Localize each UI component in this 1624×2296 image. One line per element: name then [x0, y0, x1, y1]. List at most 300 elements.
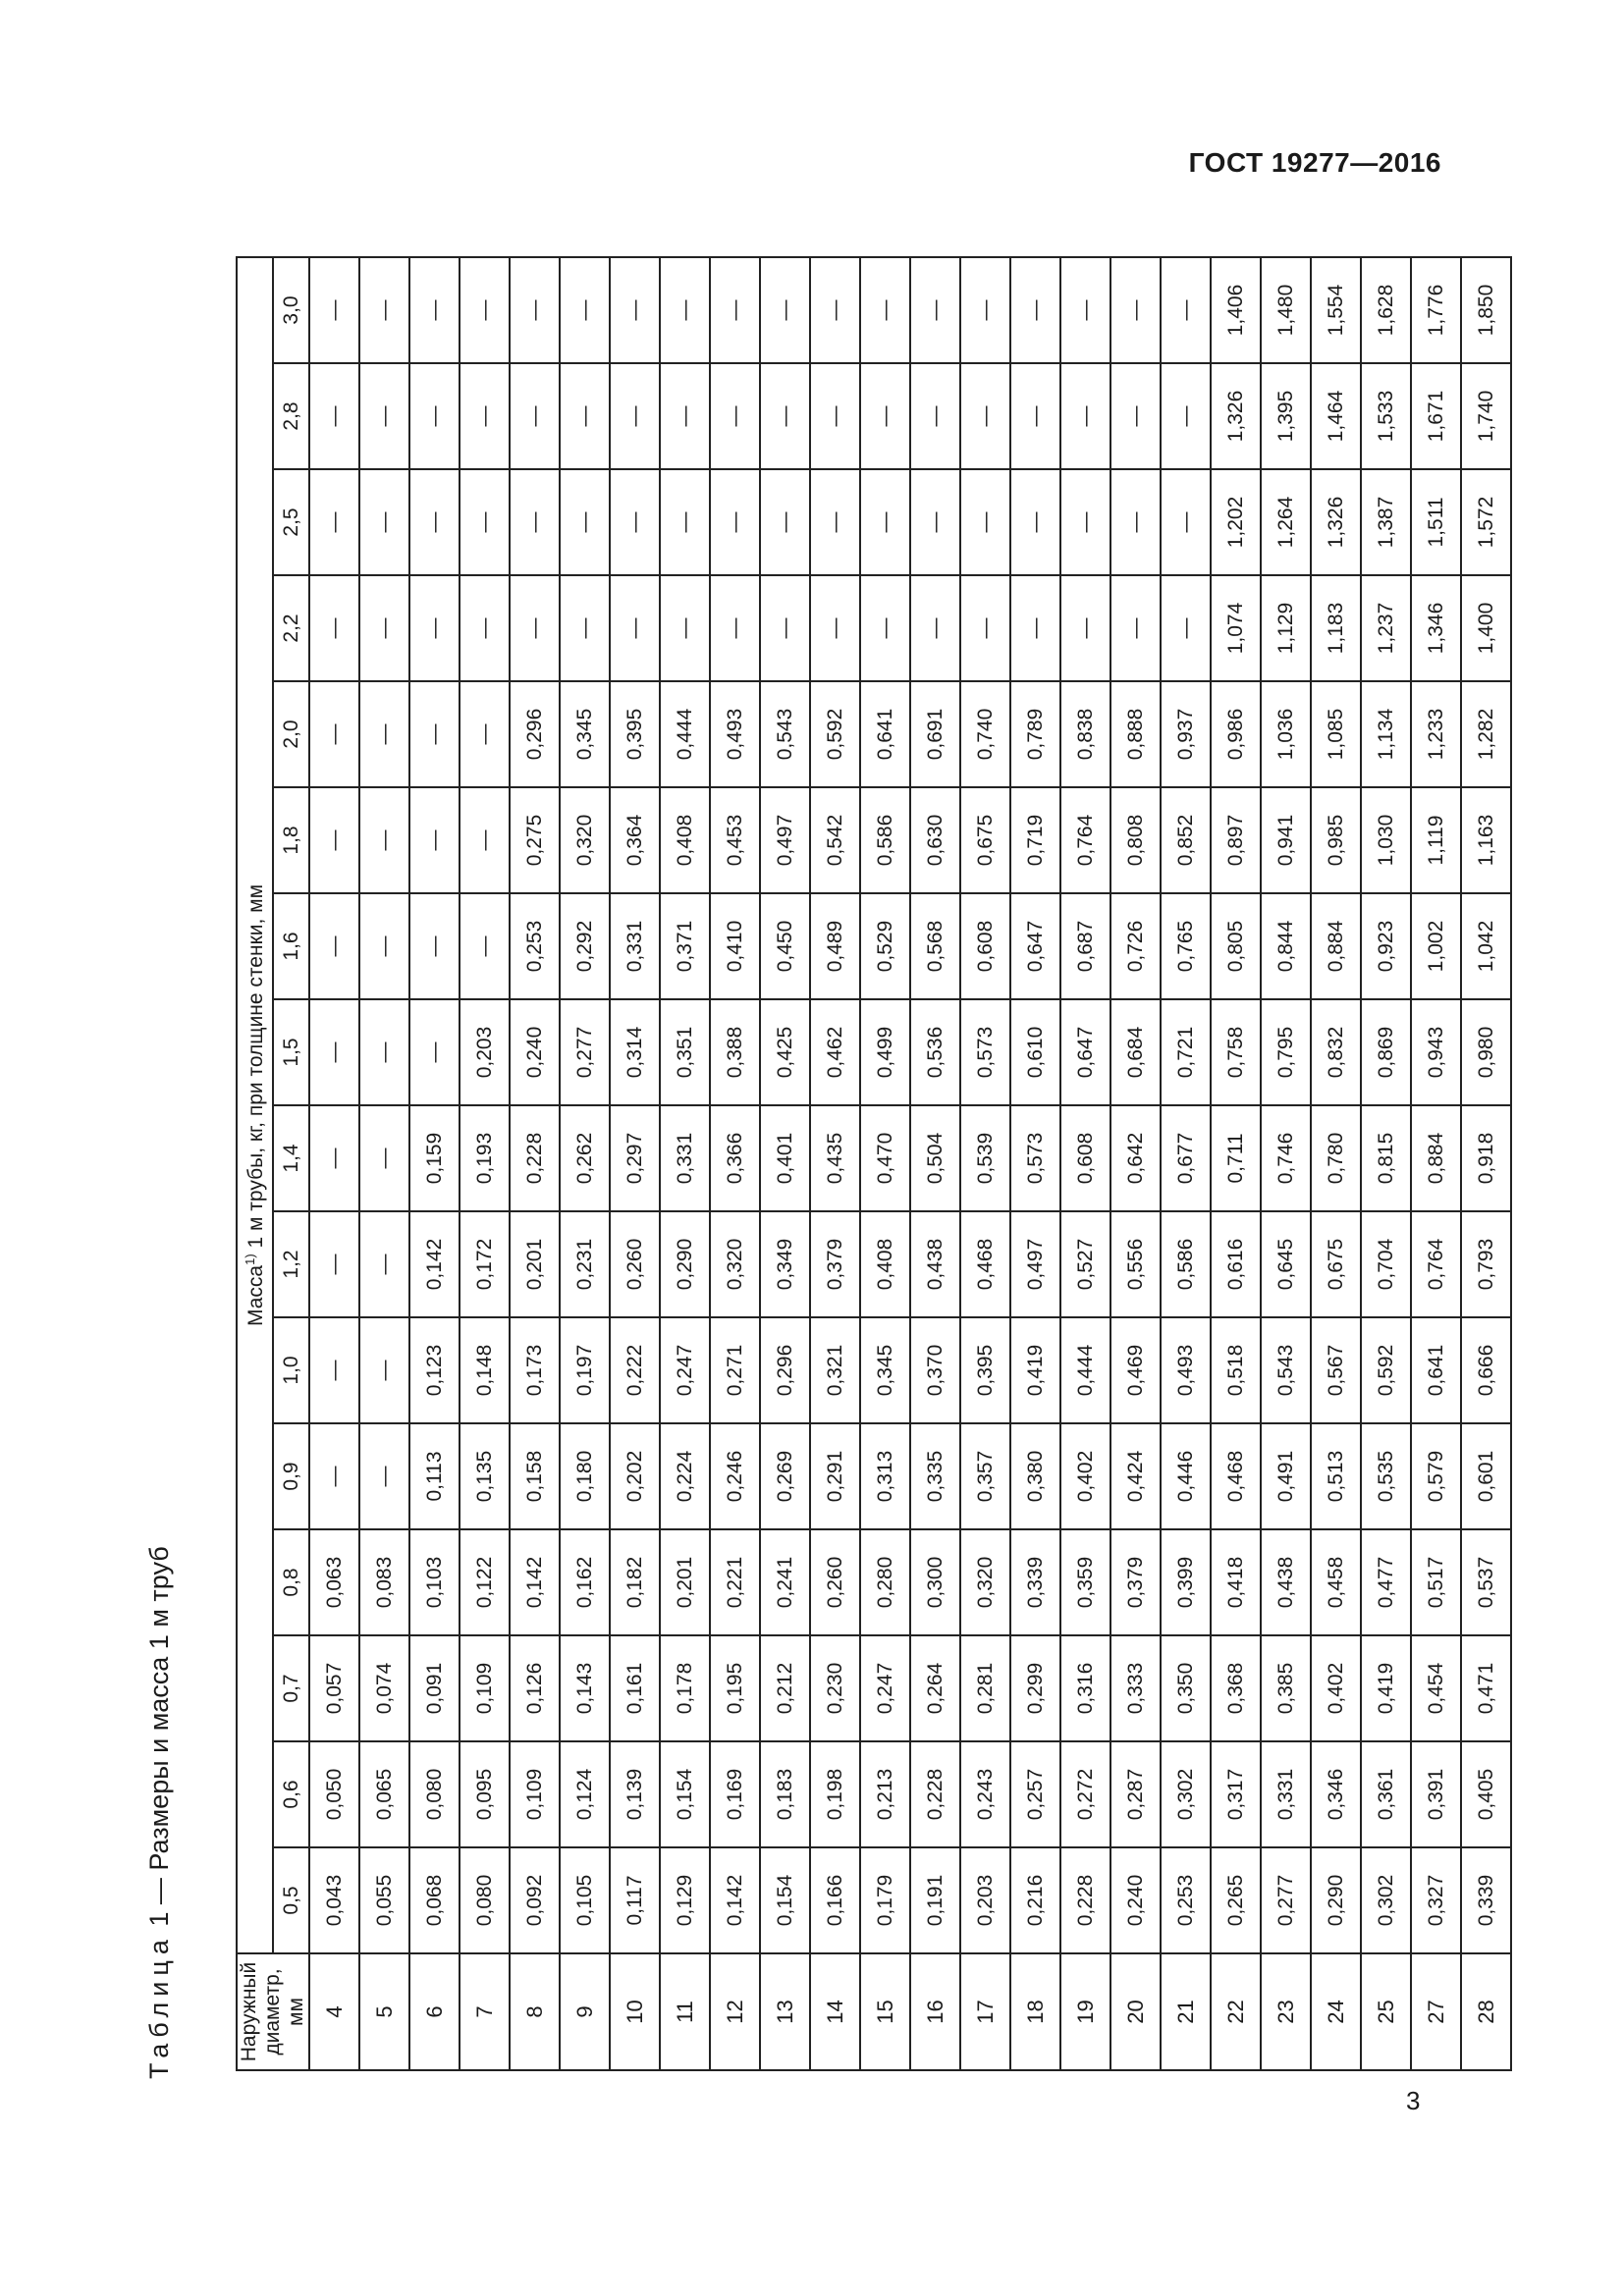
diameter-column-header: Наружный диаметр, мм	[237, 1953, 309, 2070]
mass-cell: 0,869	[1361, 999, 1411, 1105]
mass-cell: 0,446	[1161, 1423, 1211, 1529]
mass-cell: 0,444	[660, 681, 710, 787]
mass-cell: 0,228	[910, 1741, 960, 1847]
mass-cell: —	[1161, 257, 1211, 363]
mass-cell: —	[1010, 363, 1060, 469]
mass-cell: 1,002	[1411, 893, 1461, 999]
mass-cell: 0,068	[409, 1847, 460, 1953]
mass-cell: 0,320	[710, 1211, 760, 1317]
mass-cell: 0,795	[1261, 999, 1311, 1105]
mass-cell: 1,671	[1411, 363, 1461, 469]
mass-cell: —	[610, 363, 660, 469]
mass-cell: —	[359, 1105, 409, 1211]
mass-cell: —	[359, 999, 409, 1105]
mass-cell: 0,092	[510, 1847, 560, 1953]
mass-cell: —	[910, 257, 960, 363]
mass-cell: 0,272	[1060, 1741, 1110, 1847]
mass-cell: 0,240	[510, 999, 560, 1105]
mass-cell: —	[810, 575, 860, 681]
table-row	[1261, 257, 1311, 2070]
mass-cell: —	[309, 1211, 359, 1317]
mass-cell: 0,183	[760, 1741, 810, 1847]
mass-cell: 0,852	[1161, 787, 1211, 893]
wall-thickness-header: 0,8	[273, 1529, 309, 1635]
mass-cell: 0,247	[660, 1317, 710, 1423]
mass-cell: —	[309, 1423, 359, 1529]
rotated-table-block	[110, 189, 1498, 2079]
footnote-marker: 1)	[242, 1254, 257, 1265]
mass-cell: 1,085	[1311, 681, 1361, 787]
mass-cell: 0,468	[1211, 1423, 1261, 1529]
mass-cell: 0,719	[1010, 787, 1060, 893]
mass-cell: —	[309, 999, 359, 1105]
mass-cell: 0,113	[409, 1423, 460, 1529]
mass-cell: 0,331	[610, 893, 660, 999]
mass-cell: 0,402	[1311, 1635, 1361, 1741]
mass-cell: —	[309, 787, 359, 893]
wall-thickness-header: 1,2	[273, 1211, 309, 1317]
mass-cell: 0,290	[660, 1211, 710, 1317]
mass-cell: 0,202	[610, 1423, 660, 1529]
mass-cell: 1,511	[1411, 469, 1461, 575]
mass-cell: 0,105	[560, 1847, 610, 1953]
mass-cell: —	[760, 257, 810, 363]
mass-cell: —	[560, 469, 610, 575]
mass-cell: 0,148	[460, 1317, 510, 1423]
mass-cell: —	[1110, 257, 1161, 363]
mass-cell: 0,567	[1311, 1317, 1361, 1423]
table-caption	[110, 1546, 208, 2079]
mass-cell: 0,159	[409, 1105, 460, 1211]
mass-cell: 0,419	[1361, 1635, 1411, 1741]
mass-cell: 0,489	[810, 893, 860, 999]
mass-cell: 0,543	[1261, 1317, 1311, 1423]
mass-cell: 0,262	[560, 1105, 610, 1211]
mass-cell: 0,458	[1311, 1529, 1361, 1635]
diameter-cell: 25	[1361, 1953, 1411, 2070]
mass-cell: —	[660, 575, 710, 681]
mass-cell: —	[359, 1423, 409, 1529]
mass-cell: 0,253	[510, 893, 560, 999]
mass-cell: 0,169	[710, 1741, 760, 1847]
mass-cell: 0,228	[1060, 1847, 1110, 1953]
mass-header-suffix: 1 м трубы, кг, при толщине стенки, мм	[244, 883, 267, 1249]
mass-cell: 0,231	[560, 1211, 610, 1317]
mass-cell: 0,764	[1411, 1211, 1461, 1317]
mass-cell: —	[510, 469, 560, 575]
mass-cell: —	[359, 1317, 409, 1423]
mass-cell: 0,391	[1411, 1741, 1461, 1847]
mass-cell: —	[359, 787, 409, 893]
table-caption-label: Таблица	[144, 1934, 174, 2079]
mass-cell: 0,359	[1060, 1529, 1110, 1635]
mass-cell: 0,135	[460, 1423, 510, 1529]
mass-cell: 1,129	[1261, 575, 1311, 681]
mass-cell: 0,368	[1211, 1635, 1261, 1741]
mass-cell: 0,937	[1161, 681, 1211, 787]
mass-cell: —	[510, 363, 560, 469]
diameter-cell: 5	[359, 1953, 409, 2070]
mass-cell: 0,297	[610, 1105, 660, 1211]
mass-cell: —	[460, 575, 510, 681]
mass-cell: 0,675	[960, 787, 1010, 893]
mass-cell: 0,197	[560, 1317, 610, 1423]
mass-cell: —	[660, 363, 710, 469]
mass-cell: —	[560, 363, 610, 469]
wall-thickness-header: 2,8	[273, 363, 309, 469]
mass-cell: 0,243	[960, 1741, 1010, 1847]
mass-cell: 0,647	[1010, 893, 1060, 999]
mass-cell: 0,203	[460, 999, 510, 1105]
diameter-cell: 10	[610, 1953, 660, 2070]
mass-cell: 0,504	[910, 1105, 960, 1211]
mass-cell: 0,351	[660, 999, 710, 1105]
mass-cell: 0,264	[910, 1635, 960, 1741]
mass-cell: —	[460, 893, 510, 999]
mass-cell: 0,302	[1161, 1741, 1211, 1847]
wall-thickness-header: 2,5	[273, 469, 309, 575]
mass-cell: —	[359, 469, 409, 575]
mass-cell: 0,677	[1161, 1105, 1211, 1211]
mass-cell: 0,275	[510, 787, 560, 893]
mass-cell: 0,408	[660, 787, 710, 893]
diameter-cell: 23	[1261, 1953, 1311, 2070]
diameter-cell: 18	[1010, 1953, 1060, 2070]
wall-thickness-header-row	[273, 257, 309, 2070]
mass-cell: 0,331	[660, 1105, 710, 1211]
table-row	[710, 257, 760, 2070]
mass-cell: 0,721	[1161, 999, 1211, 1105]
mass-cell: —	[359, 681, 409, 787]
mass-cell: 0,610	[1010, 999, 1060, 1105]
mass-cell: —	[960, 363, 1010, 469]
table-caption-title: 1 — Размеры и масса 1 м труб	[144, 1546, 174, 1927]
mass-cell: —	[309, 681, 359, 787]
mass-cell: 0,313	[860, 1423, 910, 1529]
mass-cell: —	[610, 469, 660, 575]
mass-cell: 0,687	[1060, 893, 1110, 999]
mass-cell: 0,257	[1010, 1741, 1060, 1847]
mass-cell: 0,366	[710, 1105, 760, 1211]
wall-thickness-header: 1,4	[273, 1105, 309, 1211]
mass-cell: —	[1010, 469, 1060, 575]
mass-cell: 0,317	[1211, 1741, 1261, 1847]
mass-cell: 0,083	[359, 1529, 409, 1635]
mass-cell: 0,379	[810, 1211, 860, 1317]
mass-cell: 0,608	[1060, 1105, 1110, 1211]
mass-cell: 0,246	[710, 1423, 760, 1529]
table-row	[1060, 257, 1110, 2070]
mass-cell: 0,154	[660, 1741, 710, 1847]
mass-cell: 0,832	[1311, 999, 1361, 1105]
mass-cell: —	[409, 257, 460, 363]
mass-cell: 0,142	[409, 1211, 460, 1317]
mass-cell: 0,380	[1010, 1423, 1060, 1529]
mass-cell: —	[1110, 575, 1161, 681]
mass-cell: —	[1060, 257, 1110, 363]
mass-cell: 1,326	[1311, 469, 1361, 575]
mass-cell: 0,985	[1311, 787, 1361, 893]
mass-cell: 0,109	[510, 1741, 560, 1847]
mass-cell: 0,265	[1211, 1847, 1261, 1953]
mass-cell: 0,402	[1060, 1423, 1110, 1529]
mass-cell: 0,418	[1211, 1529, 1261, 1635]
mass-cell: 1,400	[1461, 575, 1511, 681]
mass-cell: —	[1010, 575, 1060, 681]
mass-cell: 0,333	[1110, 1635, 1161, 1741]
mass-cell: 0,095	[460, 1741, 510, 1847]
mass-cell: —	[309, 575, 359, 681]
mass-cell: 0,335	[910, 1423, 960, 1529]
mass-cell: 0,888	[1110, 681, 1161, 787]
mass-cell: —	[359, 1211, 409, 1317]
mass-cell: 0,349	[760, 1211, 810, 1317]
mass-cell: 0,158	[510, 1423, 560, 1529]
mass-cell: 0,666	[1461, 1317, 1511, 1423]
diameter-cell: 28	[1461, 1953, 1511, 2070]
mass-cell: 0,630	[910, 787, 960, 893]
mass-cell: 1,030	[1361, 787, 1411, 893]
mass-cell: 0,691	[910, 681, 960, 787]
mass-cell: 0,675	[1311, 1211, 1361, 1317]
mass-cell: 0,815	[1361, 1105, 1411, 1211]
table-row	[960, 257, 1010, 2070]
diameter-cell: 13	[760, 1953, 810, 2070]
mass-cell: 1,282	[1461, 681, 1511, 787]
mass-cell: 0,641	[860, 681, 910, 787]
mass-cell: 0,182	[610, 1529, 660, 1635]
mass-cell: 0,491	[1261, 1423, 1311, 1529]
mass-cell: 0,497	[1010, 1211, 1060, 1317]
mass-cell: 0,711	[1211, 1105, 1261, 1211]
mass-cell: —	[409, 469, 460, 575]
diameter-cell: 8	[510, 1953, 560, 2070]
mass-cell: —	[409, 681, 460, 787]
mass-cell: —	[309, 469, 359, 575]
mass-cell: 0,471	[1461, 1635, 1511, 1741]
mass-cell: 0,296	[760, 1317, 810, 1423]
mass-cell: —	[710, 469, 760, 575]
mass-cell: 0,292	[560, 893, 610, 999]
mass-cell: 0,573	[1010, 1105, 1060, 1211]
table-row	[860, 257, 910, 2070]
mass-cell: 0,453	[710, 787, 760, 893]
diameter-cell: 22	[1211, 1953, 1261, 2070]
mass-cell: 0,161	[610, 1635, 660, 1741]
mass-cell: —	[309, 893, 359, 999]
mass-cell: 0,241	[760, 1529, 810, 1635]
mass-cell: 1,480	[1261, 257, 1311, 363]
mass-cell: 0,789	[1010, 681, 1060, 787]
mass-cell: 1,554	[1311, 257, 1361, 363]
mass-cell: —	[1161, 469, 1211, 575]
mass-cell: 0,122	[460, 1529, 510, 1635]
mass-cell: 1,850	[1461, 257, 1511, 363]
diameter-cell: 9	[560, 1953, 610, 2070]
mass-cell: —	[409, 363, 460, 469]
mass-cell: 0,838	[1060, 681, 1110, 787]
table-row	[409, 257, 460, 2070]
mass-cell: 0,923	[1361, 893, 1411, 999]
mass-cell: —	[460, 469, 510, 575]
diameter-cell: 4	[309, 1953, 359, 2070]
mass-cell: 1,406	[1211, 257, 1261, 363]
mass-cell: 0,537	[1461, 1529, 1511, 1635]
mass-cell: 1,119	[1411, 787, 1461, 893]
diameter-cell: 24	[1311, 1953, 1361, 2070]
mass-cell: 0,277	[1261, 1847, 1311, 1953]
mass-cell: 0,154	[760, 1847, 810, 1953]
mass-cell: 0,126	[510, 1635, 560, 1741]
mass-cell: 0,579	[1411, 1423, 1461, 1529]
mass-cell: 0,586	[1161, 1211, 1211, 1317]
mass-cell: —	[1110, 363, 1161, 469]
mass-cell: 0,805	[1211, 893, 1261, 999]
mass-cell: 0,291	[810, 1423, 860, 1529]
diameter-cell: 21	[1161, 1953, 1211, 2070]
mass-cell: 0,468	[960, 1211, 1010, 1317]
mass-cell: 0,517	[1411, 1529, 1461, 1635]
mass-cell: 0,918	[1461, 1105, 1511, 1211]
table-row	[460, 257, 510, 2070]
mass-cell: —	[810, 363, 860, 469]
mass-cell: 0,454	[1411, 1635, 1461, 1741]
mass-cell: 0,793	[1461, 1211, 1511, 1317]
mass-cell: 0,074	[359, 1635, 409, 1741]
mass-cell: 1,237	[1361, 575, 1411, 681]
mass-cell: 0,327	[1411, 1847, 1461, 1953]
mass-cell: 1,074	[1211, 575, 1261, 681]
mass-cell: 0,764	[1060, 787, 1110, 893]
mass-cell: 0,399	[1161, 1529, 1211, 1635]
mass-cell: 0,321	[810, 1317, 860, 1423]
mass-cell: 0,410	[710, 893, 760, 999]
mass-cell: 1,036	[1261, 681, 1311, 787]
mass-cell: —	[1010, 257, 1060, 363]
mass-cell: —	[359, 363, 409, 469]
mass-cell: 0,277	[560, 999, 610, 1105]
mass-cell: —	[409, 787, 460, 893]
table-body	[309, 257, 1511, 2070]
page-number: 3	[1406, 2086, 1421, 2115]
diameter-cell: 19	[1060, 1953, 1110, 2070]
mass-cell: —	[610, 257, 660, 363]
mass-cell: 0,493	[710, 681, 760, 787]
wall-thickness-header: 1,6	[273, 893, 309, 999]
table-row	[1411, 257, 1461, 2070]
mass-cell: 0,142	[510, 1529, 560, 1635]
table-row	[1361, 257, 1411, 2070]
mass-cell: 0,641	[1411, 1317, 1461, 1423]
mass-cell: 0,213	[860, 1741, 910, 1847]
mass-cell: 0,647	[1060, 999, 1110, 1105]
wall-thickness-header: 1,5	[273, 999, 309, 1105]
diameter-cell: 14	[810, 1953, 860, 2070]
mass-cell: 0,884	[1311, 893, 1361, 999]
mass-cell: 0,477	[1361, 1529, 1411, 1635]
mass-cell: 0,103	[409, 1529, 460, 1635]
pipe-mass-table	[236, 256, 1512, 2071]
mass-cell: —	[1161, 363, 1211, 469]
diameter-cell: 6	[409, 1953, 460, 2070]
mass-cell: 0,513	[1311, 1423, 1361, 1529]
wall-thickness-header: 3,0	[273, 257, 309, 363]
mass-cell: 0,364	[610, 787, 660, 893]
table-row	[560, 257, 610, 2070]
mass-cell: 0,808	[1110, 787, 1161, 893]
mass-cell: —	[409, 575, 460, 681]
mass-cell: 0,201	[660, 1529, 710, 1635]
mass-cell: 0,117	[610, 1847, 660, 1953]
table-row	[1161, 257, 1211, 2070]
table-row	[610, 257, 660, 2070]
mass-cell: —	[1161, 575, 1211, 681]
table-row	[660, 257, 710, 2070]
mass-cell: 0,462	[810, 999, 860, 1105]
mass-cell: 0,222	[610, 1317, 660, 1423]
mass-cell: 0,320	[560, 787, 610, 893]
mass-cell: 0,542	[810, 787, 860, 893]
mass-cell: 0,535	[1361, 1423, 1411, 1529]
mass-cell: 0,302	[1361, 1847, 1411, 1953]
mass-cell: 0,780	[1311, 1105, 1361, 1211]
mass-cell: 0,765	[1161, 893, 1211, 999]
mass-cell: 1,183	[1311, 575, 1361, 681]
mass-cell: —	[359, 575, 409, 681]
mass-cell: —	[760, 575, 810, 681]
mass-cell: 1,628	[1361, 257, 1411, 363]
mass-cell: 0,314	[610, 999, 660, 1105]
mass-cell: —	[359, 893, 409, 999]
mass-cell: 1,387	[1361, 469, 1411, 575]
diameter-cell: 12	[710, 1953, 760, 2070]
mass-cell: —	[860, 469, 910, 575]
mass-cell: 0,726	[1110, 893, 1161, 999]
mass-cell: 0,203	[960, 1847, 1010, 1953]
mass-cell: 0,198	[810, 1741, 860, 1847]
mass-cell: 0,123	[409, 1317, 460, 1423]
table-row	[910, 257, 960, 2070]
mass-cell: 0,172	[460, 1211, 510, 1317]
mass-cell: 0,350	[1161, 1635, 1211, 1741]
mass-cell: 0,281	[960, 1635, 1010, 1741]
diameter-cell: 16	[910, 1953, 960, 2070]
mass-cell: 0,573	[960, 999, 1010, 1105]
wall-thickness-header: 0,6	[273, 1741, 309, 1847]
mass-cell: 0,370	[910, 1317, 960, 1423]
mass-cell: 0,379	[1110, 1529, 1161, 1635]
table-row	[1010, 257, 1060, 2070]
mass-cell: 0,139	[610, 1741, 660, 1847]
mass-cell: 0,331	[1261, 1741, 1311, 1847]
table-row	[760, 257, 810, 2070]
mass-cell: 0,178	[660, 1635, 710, 1741]
mass-cell: 0,470	[860, 1105, 910, 1211]
mass-cell: 0,065	[359, 1741, 409, 1847]
mass-cell: —	[309, 1317, 359, 1423]
mass-cell: 0,043	[309, 1847, 359, 1953]
mass-cell: 0,221	[710, 1529, 760, 1635]
mass-cell: 0,269	[760, 1423, 810, 1529]
diameter-cell: 20	[1110, 1953, 1161, 2070]
mass-cell: —	[1060, 575, 1110, 681]
mass-cell: —	[960, 257, 1010, 363]
mass-cell: 0,224	[660, 1423, 710, 1529]
mass-cell: 0,884	[1411, 1105, 1461, 1211]
mass-cell: —	[1110, 469, 1161, 575]
mass-cell: 1,202	[1211, 469, 1261, 575]
mass-cell: 0,897	[1211, 787, 1261, 893]
